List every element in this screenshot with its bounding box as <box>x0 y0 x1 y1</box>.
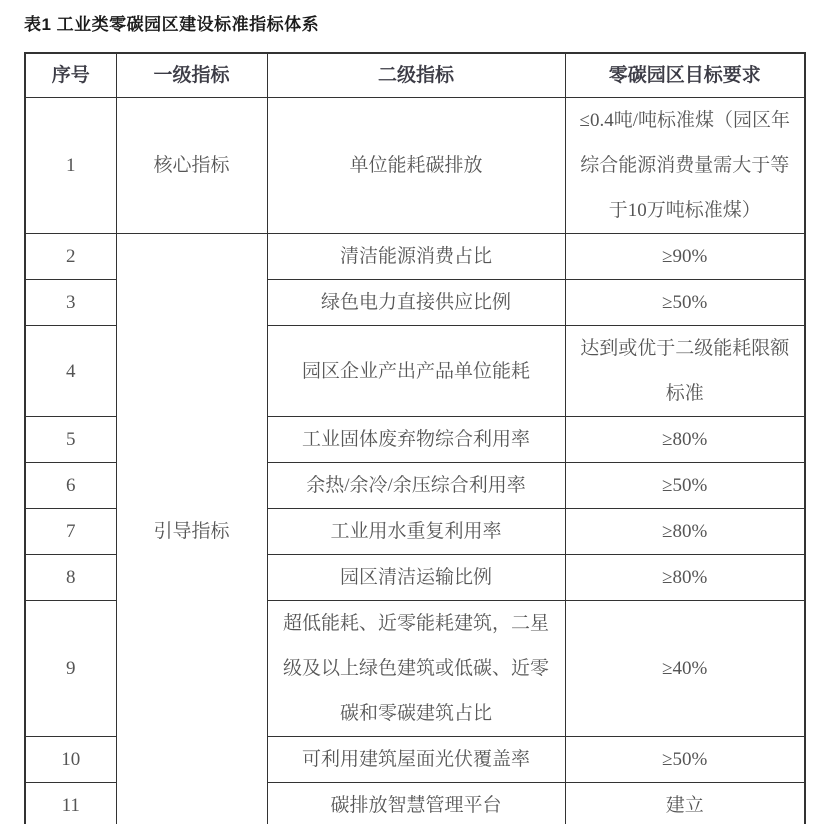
row-number-cell: 4 <box>25 326 116 417</box>
row-number-cell: 5 <box>25 417 116 463</box>
level2-indicator-cell: 园区企业产出产品单位能耗 <box>267 326 565 417</box>
target-cell: ≤0.4吨/吨标准煤（园区年综合能源消费量需大于等于10万吨标准煤） <box>565 98 805 234</box>
target-cell: ≥40% <box>565 601 805 737</box>
target-cell: ≥50% <box>565 280 805 326</box>
table-row <box>25 98 805 234</box>
target-cell: ≥80% <box>565 555 805 601</box>
target-cell: ≥50% <box>565 737 805 783</box>
level2-indicator-cell: 单位能耗碳排放 <box>267 98 565 234</box>
level2-indicator-cell: 工业固体废弃物综合利用率 <box>267 417 565 463</box>
row-number-cell: 11 <box>25 783 116 824</box>
row-number-cell: 7 <box>25 509 116 555</box>
row-number-cell: 10 <box>25 737 116 783</box>
header-level1-indicator: 一级指标 <box>116 53 267 98</box>
level2-indicator-cell: 工业用水重复利用率 <box>267 509 565 555</box>
level2-indicator-cell: 园区清洁运输比例 <box>267 555 565 601</box>
target-cell: ≥80% <box>565 417 805 463</box>
level2-indicator-cell: 超低能耗、近零能耗建筑，二星级及以上绿色建筑或低碳、近零碳和零碳建筑占比 <box>267 601 565 737</box>
row-number-cell: 2 <box>25 234 116 280</box>
header-serial-number: 序号 <box>25 53 116 98</box>
target-cell: ≥80% <box>565 509 805 555</box>
target-cell: 达到或优于二级能耗限额标准 <box>565 326 805 417</box>
header-level2-indicator: 二级指标 <box>267 53 565 98</box>
indicator-table <box>24 52 806 824</box>
header-target-requirement: 零碳园区目标要求 <box>565 53 805 98</box>
table-title: 表1 工业类零碳园区建设标准指标体系 <box>24 15 320 34</box>
target-cell: ≥90% <box>565 234 805 280</box>
table-row <box>25 234 805 280</box>
row-number-cell: 6 <box>25 463 116 509</box>
level2-indicator-cell: 余热/余冷/余压综合利用率 <box>267 463 565 509</box>
row-number-cell: 8 <box>25 555 116 601</box>
level2-indicator-cell: 清洁能源消费占比 <box>267 234 565 280</box>
level1-indicator-cell: 核心指标 <box>116 98 267 234</box>
level2-indicator-cell: 绿色电力直接供应比例 <box>267 280 565 326</box>
row-number-cell: 9 <box>25 601 116 737</box>
target-cell: ≥50% <box>565 463 805 509</box>
level2-indicator-cell: 碳排放智慧管理平台 <box>267 783 565 824</box>
table-header-row <box>25 53 805 98</box>
target-cell: 建立 <box>565 783 805 824</box>
level1-indicator-cell: 引导指标 <box>116 234 267 824</box>
row-number-cell: 1 <box>25 98 116 234</box>
row-number-cell: 3 <box>25 280 116 326</box>
level2-indicator-cell: 可利用建筑屋面光伏覆盖率 <box>267 737 565 783</box>
